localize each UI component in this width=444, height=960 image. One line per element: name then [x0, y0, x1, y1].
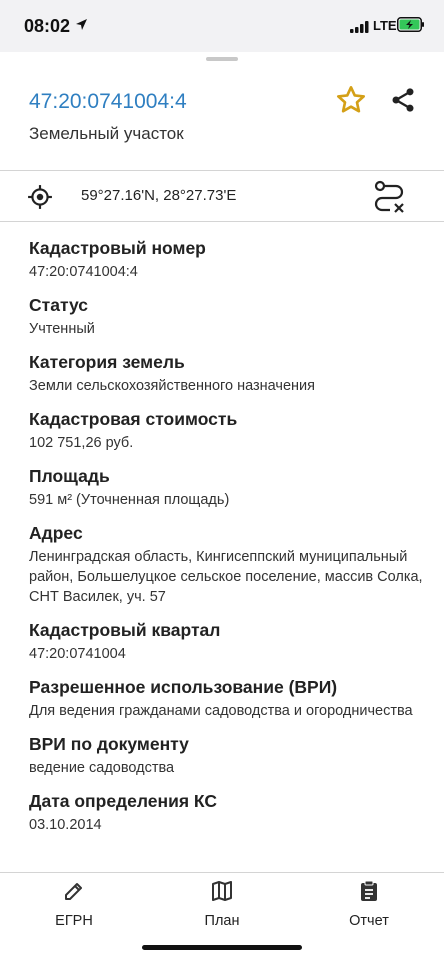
field-value[interactable]: 47:20:0741004	[29, 646, 126, 662]
coordinates-row	[0, 171, 444, 221]
field-label: Кадастровая стоимость	[29, 409, 238, 429]
location-target-icon[interactable]	[27, 184, 53, 215]
field-address	[29, 522, 429, 607]
field-label: Разрешенное использование (ВРИ)	[29, 677, 338, 697]
field-label: Статус	[29, 295, 88, 315]
home-indicator	[142, 945, 302, 950]
field-value: Для ведения гражданами садоводства и огородничества	[29, 703, 413, 719]
field-cadastral-value	[29, 408, 429, 453]
field-area	[29, 465, 429, 510]
nav-egrn[interactable]	[24, 879, 124, 929]
signal-icon	[350, 20, 370, 38]
field-value: Ленинградская область, Кингисеппский муниципальный район, Большелуцкое сельское поселение, массив Солка, СНТ Василек, уч. 57	[29, 549, 423, 605]
field-label: Кадастровый номер	[29, 238, 206, 258]
field-label: Кадастровый квартал	[29, 620, 221, 640]
location-arrow-icon	[75, 18, 88, 36]
field-label: Категория земель	[29, 352, 185, 372]
field-land-category	[29, 351, 429, 396]
field-label: ВРИ по документу	[29, 734, 189, 754]
field-value: Земли сельскохозяйственного назначения	[29, 378, 315, 394]
pencil-icon	[24, 879, 124, 908]
field-cadastral-number	[29, 237, 429, 282]
status-bar	[0, 0, 444, 52]
share-icon[interactable]	[389, 86, 417, 119]
network-type: LTE	[373, 18, 397, 33]
field-value: 47:20:0741004:4	[29, 264, 138, 280]
parcel-details	[29, 237, 429, 847]
field-valuation-date	[29, 790, 429, 835]
sheet-drag-handle[interactable]	[206, 57, 238, 61]
nav-label: Отчет	[349, 913, 389, 929]
field-value: 591 м² (Уточненная площадь)	[29, 492, 230, 508]
field-value: ведение садоводства	[29, 760, 175, 776]
route-clear-icon[interactable]	[372, 180, 406, 219]
nav-label: ЕГРН	[55, 913, 93, 929]
parcel-header	[0, 62, 444, 170]
field-label: Площадь	[29, 466, 110, 486]
field-value: Учтенный	[29, 321, 95, 337]
coordinates-text[interactable]: 59°27.16'N, 28°27.73'E	[81, 187, 237, 204]
field-value: 03.10.2014	[29, 817, 102, 833]
coordinates-divider	[0, 221, 444, 222]
status-time: 08:02	[24, 16, 71, 36]
nav-report[interactable]	[319, 879, 419, 929]
field-label: Дата определения КС	[29, 791, 217, 811]
star-icon[interactable]	[334, 84, 368, 121]
clipboard-icon	[319, 879, 419, 908]
field-label: Адрес	[29, 523, 83, 543]
nav-label: План	[204, 913, 240, 929]
map-icon	[172, 879, 272, 908]
field-document-use	[29, 733, 429, 778]
field-permitted-use	[29, 676, 429, 721]
field-status	[29, 294, 429, 339]
cadastral-number-title[interactable]: 47:20:0741004:4	[29, 90, 187, 113]
nav-plan[interactable]	[172, 879, 272, 929]
parcel-type-subtitle: Земельный участок	[29, 124, 184, 143]
field-value: 102 751,26 руб.	[29, 435, 134, 451]
battery-charging-icon	[397, 17, 425, 37]
field-cadastral-quarter	[29, 619, 429, 664]
